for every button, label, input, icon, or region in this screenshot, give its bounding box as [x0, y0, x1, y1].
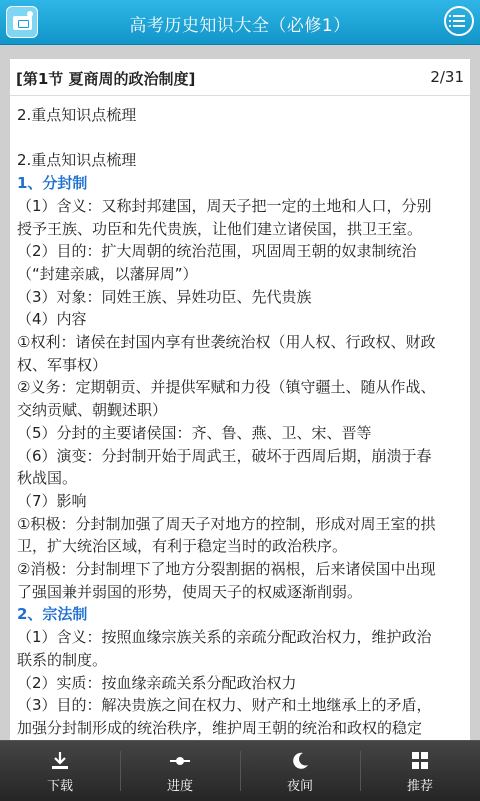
download-icon	[49, 751, 71, 771]
recommend-button[interactable]	[360, 741, 480, 801]
recommend-label: 推荐	[406, 779, 433, 794]
text-line: 秋战国。	[17, 469, 78, 488]
text-line: （7）影响	[17, 491, 87, 510]
text-line: 2.重点知识点梳理	[17, 151, 137, 170]
night-mode-button[interactable]	[240, 741, 360, 801]
text-line: （3）目的：解决贵族之间在权力、财产和土地继承上的矛盾，	[17, 696, 432, 715]
bottom-toolbar	[0, 740, 480, 801]
text-line: （2）目的：扩大周朝的统治范围，巩固周王朝的奴隶制统治	[17, 242, 417, 261]
section-heading: 1、分封制	[17, 174, 88, 193]
section-heading: 2、宗法制	[17, 605, 88, 624]
progress-button[interactable]	[120, 741, 240, 801]
section-title: [第1节 夏商周的政治制度]	[16, 70, 196, 88]
text-line: ①积极：分封制加强了周天子对地方的控制，形成对周王室的拱	[17, 514, 436, 533]
download-button[interactable]	[0, 741, 120, 801]
reader-content[interactable]	[10, 59, 470, 740]
text-line: （4）内容	[17, 310, 87, 329]
text-line: （1）含义：又称封邦建国，周天子把一定的土地和人口，分别	[17, 196, 432, 215]
app-header	[0, 0, 480, 45]
text-line: 2.重点知识点梳理	[17, 106, 137, 124]
text-line: （6）演变：分封制开始于周武王，破坏于西周后期，崩溃于春	[17, 446, 432, 465]
text-line: 交纳贡赋、朝觐述职）	[17, 401, 168, 420]
text-line: （5）分封的主要诸侯国：齐、鲁、燕、卫、宋、晋等	[17, 423, 372, 442]
text-line: 授予王族、功臣和先代贵族，让他们建立诸侯国，拱卫王室。	[17, 219, 423, 238]
text-line: ①权利：诸侯在封国内享有世袭统治权（用人权、行政权、财政	[17, 333, 436, 352]
grid-icon	[409, 751, 431, 771]
moon-icon	[289, 751, 311, 771]
text-line: （2）实质：按血缘亲疏关系分配政治权力	[17, 673, 297, 692]
download-label: 下载	[46, 779, 73, 794]
chapter-header	[10, 59, 470, 96]
app-title: 高考历史知识大全（必修1）	[129, 16, 351, 36]
text-line: （3）对象：同姓王族、异姓功臣、先代贵族	[17, 287, 312, 306]
text-line	[17, 127, 464, 150]
progress-slider-icon	[169, 751, 191, 771]
progress-label: 进度	[166, 779, 193, 794]
text-line: ②义务：定期朝贡、并提供军赋和力役（镇守疆土、随从作战、	[17, 378, 436, 397]
page-indicator: 2/31	[430, 68, 464, 86]
text-line: （“封建亲戚，以藩屏周”）	[17, 264, 198, 283]
menu-list-icon[interactable]	[444, 6, 474, 36]
text-body	[10, 104, 470, 785]
text-line: ②消极：分封制埋下了地方分裂割据的祸根，后来诸侯国中出现	[17, 560, 436, 579]
text-line: 卫，扩大统治区域，有利于稳定当时的政治秩序。	[17, 537, 348, 556]
text-line: 权、军事权）	[17, 355, 108, 374]
text-line: 加强分封制形成的统治秩序，维护周王朝的统治和政权的稳定	[17, 718, 423, 737]
text-line: 了强国兼并弱国的形势，使周天子的权威逐渐削弱。	[17, 582, 363, 601]
text-line: （1）含义：按照血缘宗族关系的亲疏分配政治权力，维护政治	[17, 628, 432, 647]
night-mode-label: 夜间	[286, 779, 313, 794]
text-line: 联系的制度。	[17, 650, 108, 669]
